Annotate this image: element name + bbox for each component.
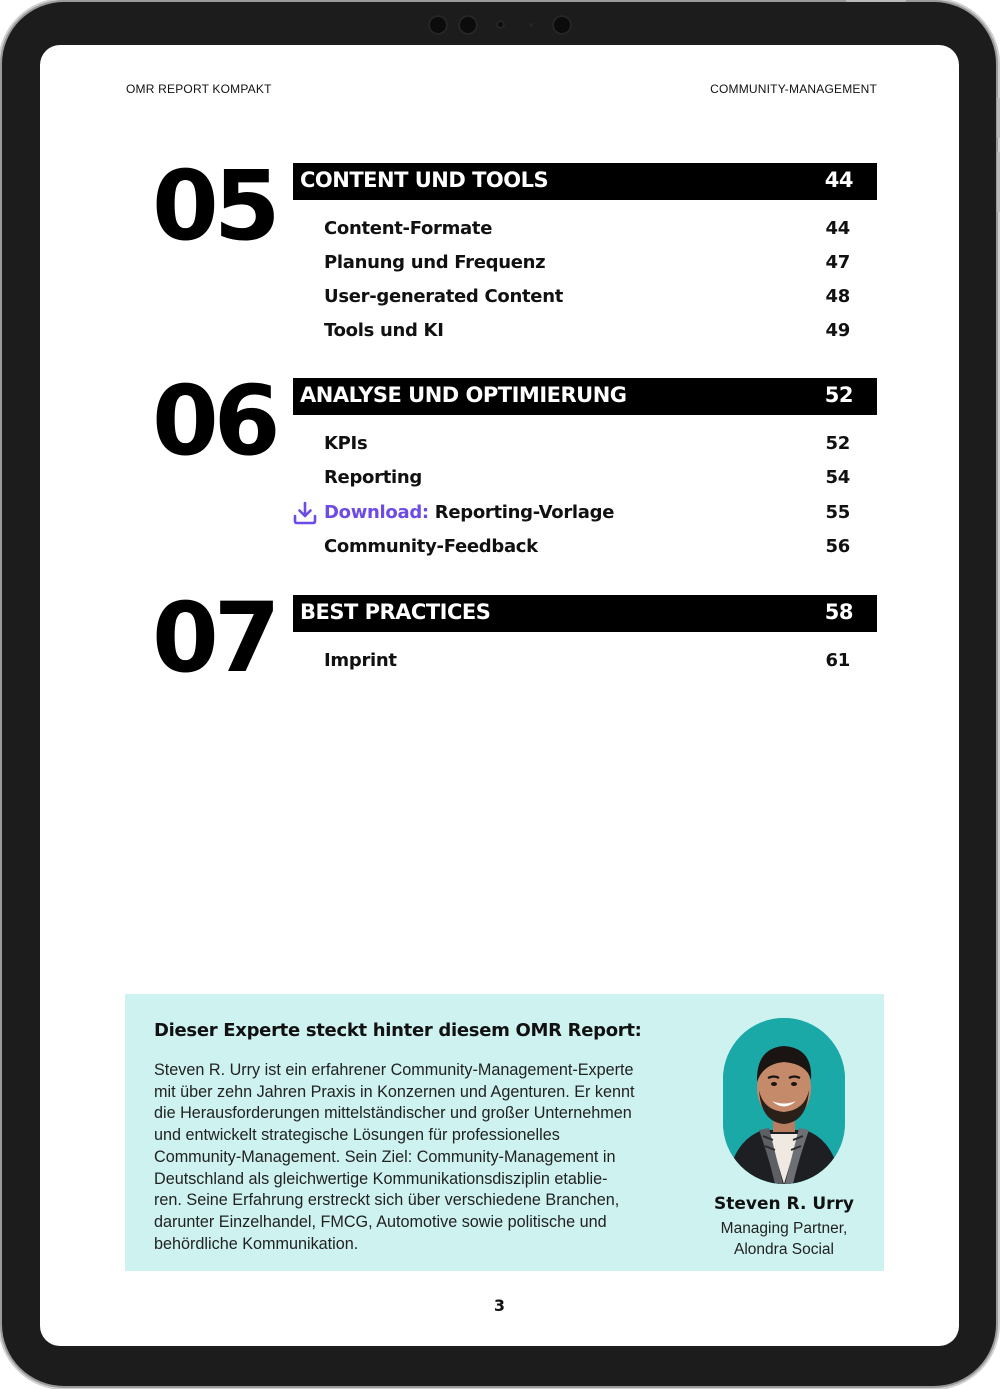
camera-lens: [552, 15, 572, 35]
toc-entry[interactable]: [324, 318, 850, 346]
section-number: 07: [152, 582, 276, 694]
download-link-prefix[interactable]: Download:: [324, 502, 429, 523]
expert-heading: Dieser Experte steckt hinter diesem OMR Report:: [154, 1020, 642, 1041]
toc-entry-label: Content-Formate: [324, 218, 493, 239]
toc-entry[interactable]: [324, 648, 850, 676]
toc-entry-label: Reporting: [324, 467, 422, 488]
section-heading-bar[interactable]: [293, 595, 877, 632]
section-heading-bar[interactable]: [293, 163, 877, 200]
expert-role-title: Managing Partner,: [720, 1220, 848, 1237]
toc-entry[interactable]: [324, 534, 850, 562]
section-title: BEST PRACTICES: [300, 600, 491, 624]
header-topic: COMMUNITY-MANAGEMENT: [710, 82, 877, 96]
section-page: 52: [824, 383, 853, 407]
section-title: CONTENT UND TOOLS: [300, 168, 549, 192]
section-number: 06: [152, 365, 276, 477]
power-button: [846, 0, 906, 2]
toc-entry[interactable]: [324, 216, 850, 244]
page-header: [126, 82, 877, 98]
toc-entry-download[interactable]: [324, 500, 850, 528]
toc-entry-label: Planung und Frequenz: [324, 252, 546, 273]
expert-bio: Steven R. Urry ist ein erfahrener Community-Management-Experte mit über zehn Jahren Praxis in Konzernen und Agenturen. Er kennt die Herausforderungen mittelständischer und großer Unternehmen und entwickelt strategische Lösungen für professionelles Community-Management. Sein Ziel: Community-Management in Deutschland als gleichwertige Kommunikationsdisziplin etablie- ren. Seine Erfahrung erstreckt sich über verschiedene Branchen, darunter Einzelhandel, FMCG, Automotive sowie politische und behördliche Kommunikation.: [154, 1061, 635, 1253]
toc-entry-label: KPIs: [324, 433, 368, 454]
expert-role: [685, 1218, 883, 1260]
toc-entry[interactable]: [324, 431, 850, 459]
toc-entry-page: 49: [825, 320, 850, 341]
toc-entry[interactable]: [324, 250, 850, 278]
header-report-title: OMR REPORT KOMPAKT: [126, 82, 272, 96]
section-page: 44: [824, 168, 853, 192]
document-page: [40, 45, 959, 1346]
toc-entry-label: Tools und KI: [324, 320, 444, 341]
toc-entry-page: 48: [825, 286, 850, 307]
download-link-label[interactable]: Reporting-Vorlage: [428, 502, 615, 523]
section-page: 58: [824, 600, 853, 624]
toc-entry-page: 56: [825, 536, 850, 557]
portrait-illustration: [723, 1018, 845, 1184]
toc-entry-page: 54: [825, 467, 850, 488]
toc-entry-label: Imprint: [324, 650, 397, 671]
page-number: 3: [493, 1296, 506, 1315]
toc-entry-label: Community-Feedback: [324, 536, 538, 557]
download-icon[interactable]: [292, 501, 318, 525]
toc-entry[interactable]: [324, 465, 850, 493]
camera-lens: [458, 15, 478, 35]
toc-entry[interactable]: [324, 284, 850, 312]
toc-entry-page: 61: [825, 650, 850, 671]
toc-entry-label: [324, 502, 614, 523]
sensor: [496, 20, 505, 29]
sensor: [529, 23, 533, 27]
expert-name: Steven R. Urry: [714, 1194, 854, 1214]
expert-company: Alondra Social: [734, 1241, 834, 1258]
tablet-frame: [2, 2, 996, 1386]
section-title: ANALYSE UND OPTIMIERUNG: [300, 383, 627, 407]
toc-entry-page: 44: [825, 218, 850, 239]
section-heading-bar[interactable]: [293, 378, 877, 415]
camera-lens: [428, 15, 448, 35]
expert-info-box: [125, 994, 884, 1271]
toc-entry-page: 55: [825, 502, 850, 523]
toc-entry-label: User-generated Content: [324, 286, 564, 307]
toc-entry-page: 47: [825, 252, 850, 273]
toc-entry-page: 52: [825, 433, 850, 454]
camera-array: [422, 14, 582, 36]
section-number: 05: [152, 150, 276, 262]
expert-portrait: [723, 1018, 845, 1184]
